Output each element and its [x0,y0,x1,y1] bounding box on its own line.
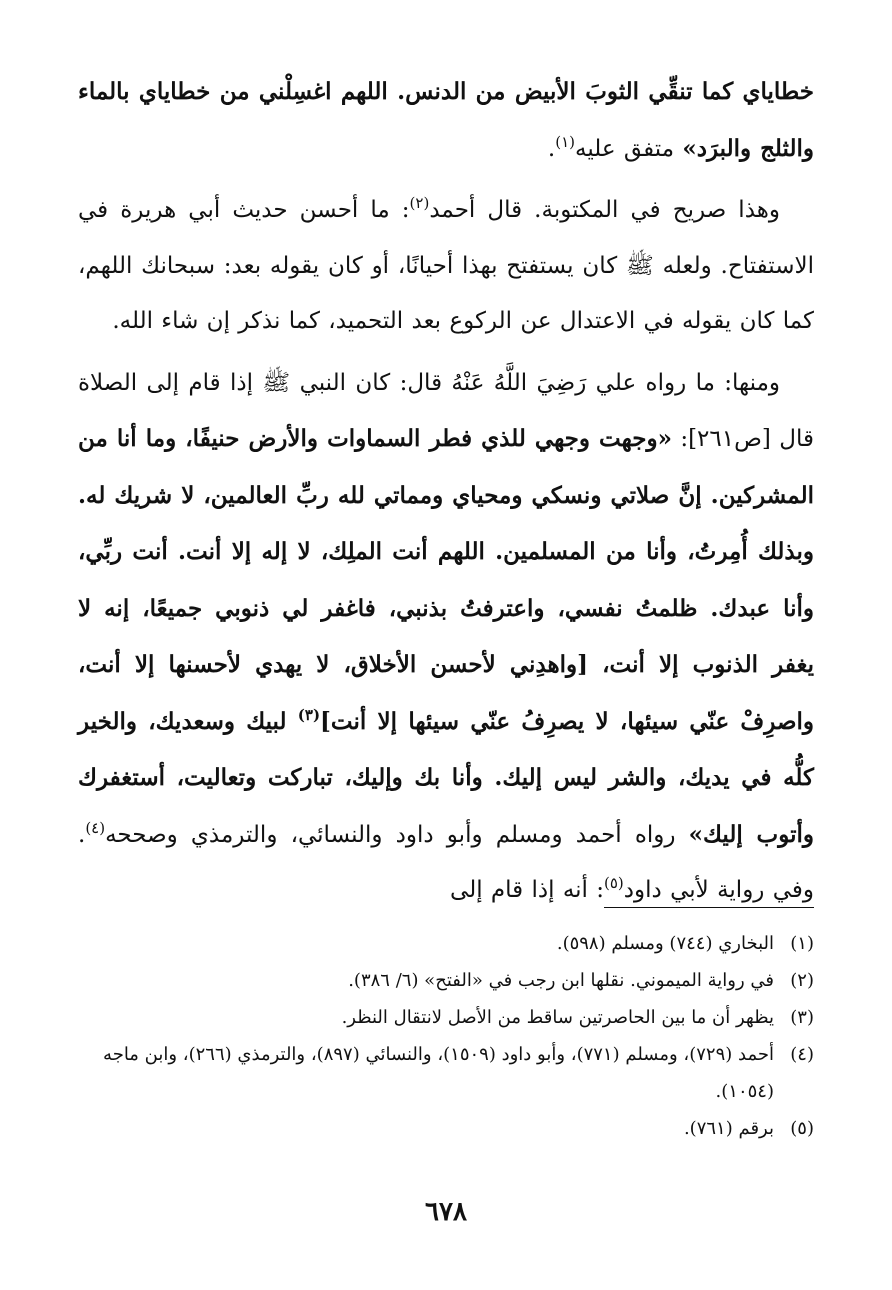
footnote-1 [78,925,814,962]
footnote-number: (٥) [790,1118,814,1139]
commentary-text: . [547,135,556,162]
footnote-ref-5[interactable]: (٥) [604,874,624,892]
commentary-text: ومنها: ما رواه علي رَضِيَ اللَّهُ عَنْهُ قال: كان النبي ﷺ إذا قام إلى الصلاة قال [ص٢٦١]: [78,369,814,452]
footnote-separator [604,907,814,908]
footnote-text: يظهر أن ما بين الحاصرتين ساقط من الأصل لانتقال النظر. [341,1007,774,1028]
footnote-2 [78,962,814,999]
commentary-text: رواه أحمد ومسلم وأبو داود والنسائي، والترمذي وصححه [105,821,689,848]
main-text [78,64,814,919]
footnote-number: (٣) [790,1007,814,1028]
hadith-text: «وجهت وجهي للذي فطر السماوات والأرض حنيفًا، وما أنا من المشركين. إنَّ صلاتي ونسكي ومحياي ومماتي لله ربِّ العالمين، لا شريك له. وبذلك أُمِرتُ، وأنا من المسلمين. اللهم أنت الملِك، لا إله إلا أنت. أنت ربِّي، وأنا عبدك. ظلمتُ نفسي، واعترفتُ بذنبي، فاغفر لي ذنوبي جميعًا، إنه لا يغفر الذنوب إلا أنت، [واهدِني لأحسن الأخلاق، لا يهدي لأحسنها إلا أنت، واصرِفْ عنّي سيئها، لا يصرِفُ عنّي سيئها إلا أنت] [78,425,814,735]
commentary-text: : أنه إذا قام إلى [450,877,604,903]
footnote-text: في رواية الميموني. نقلها ابن رجب في «الفتح» (٦/ ٣٨٦). [348,970,774,991]
footnote-number: (٤) [790,1044,814,1065]
footnote-3 [78,999,814,1036]
footnote-ref-3[interactable]: (٣) [297,705,321,724]
commentary-text: وهذا صريح في المكتوبة. قال أحمد [429,197,780,223]
footnote-ref-4[interactable]: (٤) [85,818,106,837]
commentary-text: : ما أحسن حديث أبي هريرة في الاستفتاح. ولعله ﷺ كان يستفتح بهذا أحيانًا، أو كان يقوله بعد: سبحانك اللهم، كما كان يقوله في الاعتدال عن الركوع بعد التحميد، كما نذكر إن شاء الله. [78,197,814,334]
footnotes [78,925,814,1147]
footnote-number: (١) [790,933,814,954]
footnote-ref-1[interactable]: (١) [555,132,576,151]
commentary-text: . وفي رواية لأبي داود [78,821,814,903]
page-number: ٦٧٨ [425,1197,467,1227]
paragraph-2 [78,183,814,350]
footnote-text: البخاري (٧٤٤) ومسلم (٥٩٨). [556,933,774,954]
commentary-text: متفق عليه [575,135,683,162]
hadith-text: لبيك وسعديك، والخير كلُّه في يديك، والشر ليس إليك. وأنا بك وإليك، تباركت وتعاليت، أستغفرك وأتوب إليك» [78,707,814,848]
footnote-text: برقم (٧٦١). [683,1118,774,1139]
footnote-number: (٢) [790,970,814,991]
paragraph-1 [78,64,814,177]
footnote-text: أحمد (٧٢٩)، ومسلم (٧٧١)، وأبو داود (١٥٠٩)، والنسائي (٨٩٧)، والترمذي (٢٦٦)، وابن ماجه (١٠٥٤). [103,1044,774,1102]
paragraph-3 [78,356,814,919]
footnote-5 [78,1110,814,1147]
hadith-text: خطاياي كما تنقِّي الثوبَ الأبيض من الدنس. اللهم اغسِلْني من خطاياي بالماء والثلج والبرَد» [78,78,814,162]
footnote-4 [78,1036,814,1110]
footnote-ref-2[interactable]: (٢) [409,194,430,212]
